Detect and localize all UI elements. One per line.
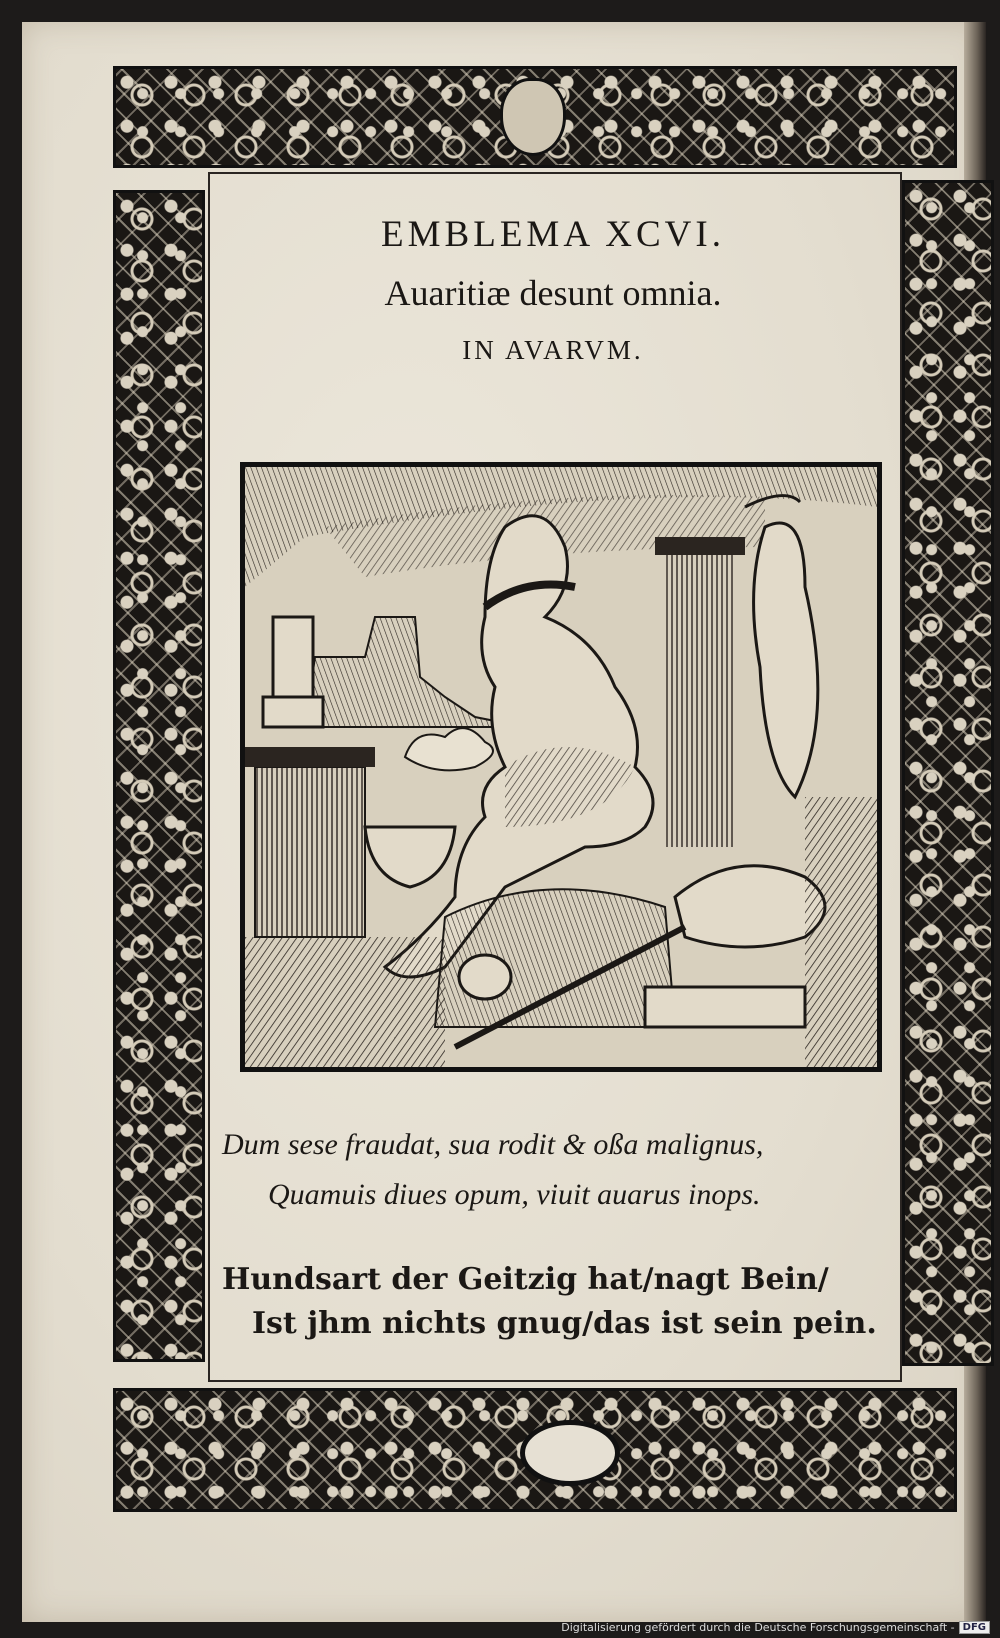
emblem-motto: Auaritiæ desunt omnia. (384, 273, 722, 313)
footer-credit: Digitalisierung gefördert durch die Deutsche Forschungsgemeinschaft - (561, 1620, 955, 1634)
woodcut-illustration (240, 462, 882, 1072)
german-verse-line-1: Hundsart der Geitzig hat/nagt Bein/ (222, 1262, 829, 1297)
oval-medallion-ornament (520, 1420, 620, 1486)
emblem-number: EMBLEMA XCVI. (381, 214, 725, 255)
latin-verse-line-2: Quamuis diues opum, viuit auarus inops. (268, 1178, 761, 1211)
german-verse-line-2: Ist jhm nichts gnug/das ist sein pein. (252, 1306, 877, 1341)
digitization-footer (561, 1620, 990, 1634)
emblem-subject: IN AVARVM. (462, 335, 644, 365)
ornamental-border-left (113, 190, 205, 1362)
ornamental-border-right (902, 180, 994, 1366)
dfg-logo: DFG (959, 1621, 990, 1634)
latin-verse-line-1: Dum sese fraudat, sua rodit & oßa malignus, (222, 1128, 764, 1161)
grotesque-mask-ornament (500, 78, 566, 156)
woodcut-miser-scene (245, 467, 877, 1067)
